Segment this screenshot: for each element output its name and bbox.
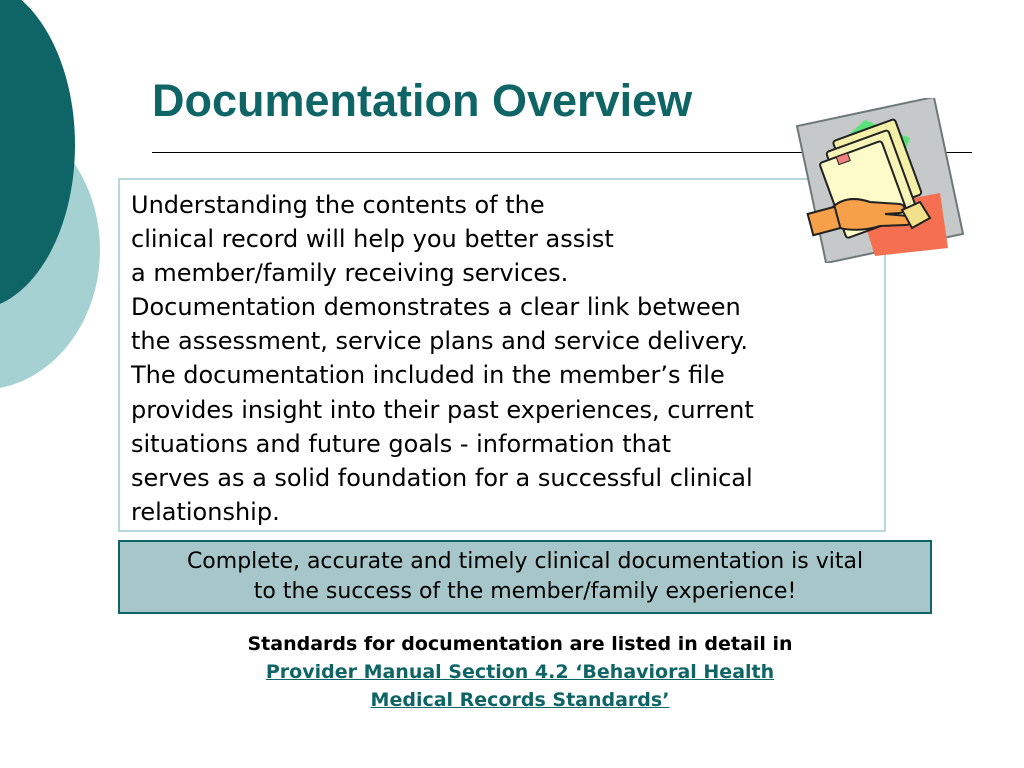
body-text-box <box>118 178 886 532</box>
body-line: serves as a solid foundation for a successful clinical <box>131 463 753 492</box>
body-line: a member/family receiving services. <box>131 259 569 288</box>
body-line: provides insight into their past experiences, current <box>131 395 754 424</box>
slide-title: Documentation Overview <box>152 75 693 126</box>
provider-manual-link-line-1[interactable]: Provider Manual Section 4.2 ‘Behavioral Health <box>265 661 775 683</box>
body-line: Documentation demonstrates a clear link between <box>131 293 741 322</box>
standards-intro: Standards for documentation are listed in detail in <box>247 633 793 655</box>
callout-line: to the success of the member/family experience! <box>253 579 797 604</box>
callout-line: Complete, accurate and timely clinical documentation is vital <box>186 549 864 574</box>
body-line: relationship. <box>131 497 280 526</box>
body-line: clinical record will help you better assist <box>131 225 614 254</box>
body-line: The documentation included in the member’s file <box>131 361 725 390</box>
body-line: Understanding the contents of the <box>131 191 545 219</box>
callout-box <box>118 540 932 614</box>
folder-hand-clipart-icon <box>790 98 970 263</box>
provider-manual-link-line-2[interactable]: Medical Records Standards’ <box>370 689 670 711</box>
provider-manual-link[interactable] <box>120 658 920 714</box>
body-line: situations and future goals - information that <box>131 429 671 458</box>
standards-note <box>120 630 920 714</box>
body-line: the assessment, service plans and service delivery. <box>131 327 749 356</box>
